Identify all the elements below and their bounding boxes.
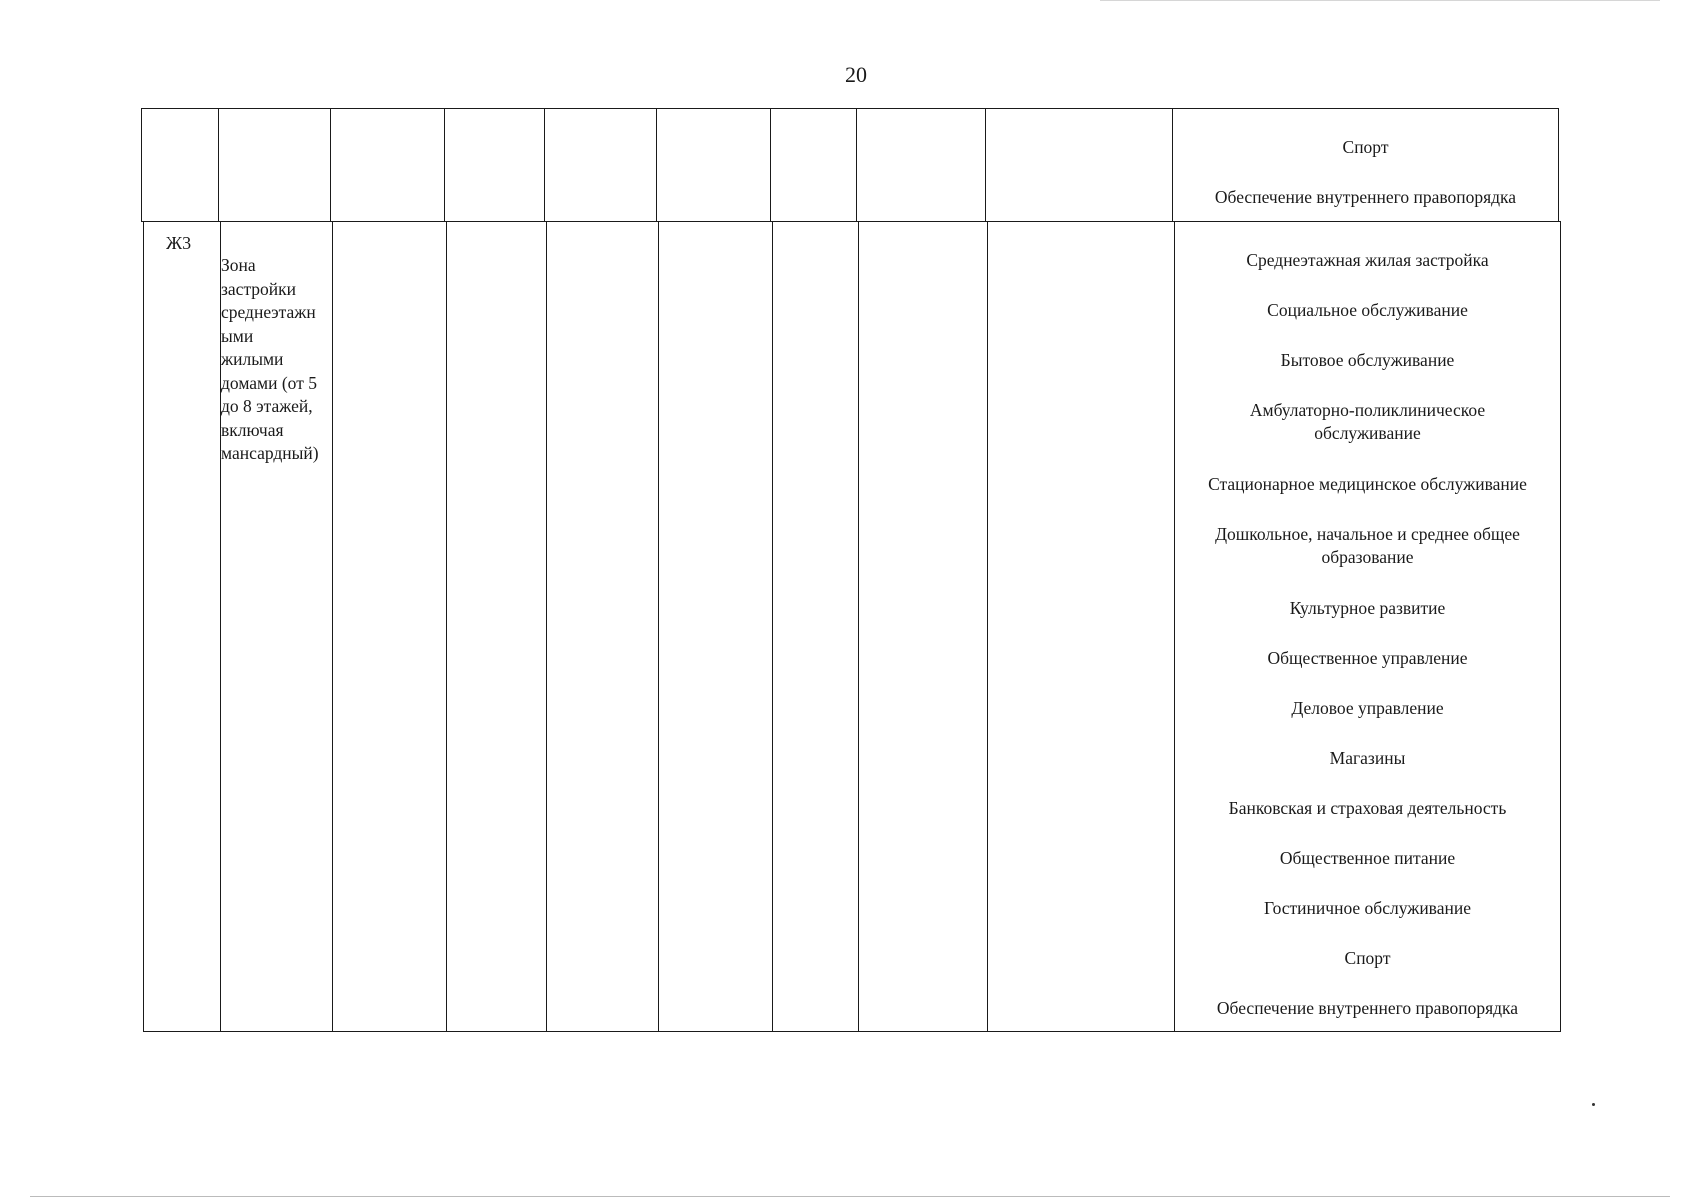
permitted-use-item: Спорт — [1342, 137, 1389, 157]
permitted-use-item: Обеспечение внутреннего правопорядка — [1214, 187, 1517, 207]
permitted-use-item: Банковская и страховая деятельность — [1228, 798, 1507, 818]
scan-edge-line — [1100, 0, 1660, 1]
permitted-use-item: Среднеэтажная жилая застройка — [1246, 250, 1489, 270]
column-divider — [546, 222, 547, 1031]
page-number: 20 — [845, 62, 867, 87]
permitted-use-item: Обеспечение внутреннего правопорядка — [1216, 998, 1519, 1018]
column-divider — [446, 222, 447, 1031]
column-divider — [444, 109, 445, 221]
permitted-use-item: Бытовое обслуживание — [1280, 350, 1455, 370]
permitted-use-item: Стационарное медицинское обслуживание — [1208, 474, 1527, 494]
column-divider — [330, 109, 331, 221]
column-divider — [658, 222, 659, 1031]
column-divider — [987, 222, 988, 1031]
permitted-use-item: Культурное развитие — [1289, 598, 1446, 618]
permitted-use-item: Общественное управление — [1267, 648, 1468, 668]
permitted-use-item: Гостиничное обслуживание — [1264, 898, 1471, 918]
permitted-use-item: Дошкольное, начальное и среднее общее образование — [1215, 524, 1520, 567]
column-divider — [544, 109, 545, 221]
column-divider — [656, 109, 657, 221]
permitted-use-item: Спорт — [1344, 948, 1391, 968]
zone-code: Ж3 — [166, 233, 192, 253]
table-row-zone-zh3 — [143, 221, 1561, 1032]
scan-edge-line — [30, 1196, 1670, 1197]
permitted-uses-cell — [1173, 109, 1558, 221]
permitted-use-item: Магазины — [1329, 748, 1406, 768]
permitted-use-item: Социальное обслуживание — [1267, 300, 1468, 320]
permitted-use-item: Деловое управление — [1291, 698, 1444, 718]
permitted-use-item: Амбулаторно-поликлиническое обслуживание — [1249, 400, 1486, 443]
permitted-use-item: Общественное питание — [1279, 848, 1456, 868]
permitted-uses-cell — [1175, 222, 1560, 1031]
scan-speck — [1592, 1103, 1595, 1106]
zone-name: Зона застройки среднеэтажн ыми жилыми домами (от 5 до 8 этажей, включая мансардный) — [221, 255, 319, 463]
column-divider — [985, 109, 986, 221]
column-divider — [772, 222, 773, 1031]
column-divider — [770, 109, 771, 221]
column-divider — [858, 222, 859, 1031]
table-continuation-row — [141, 108, 1559, 222]
column-divider — [856, 109, 857, 221]
column-divider — [218, 109, 219, 221]
